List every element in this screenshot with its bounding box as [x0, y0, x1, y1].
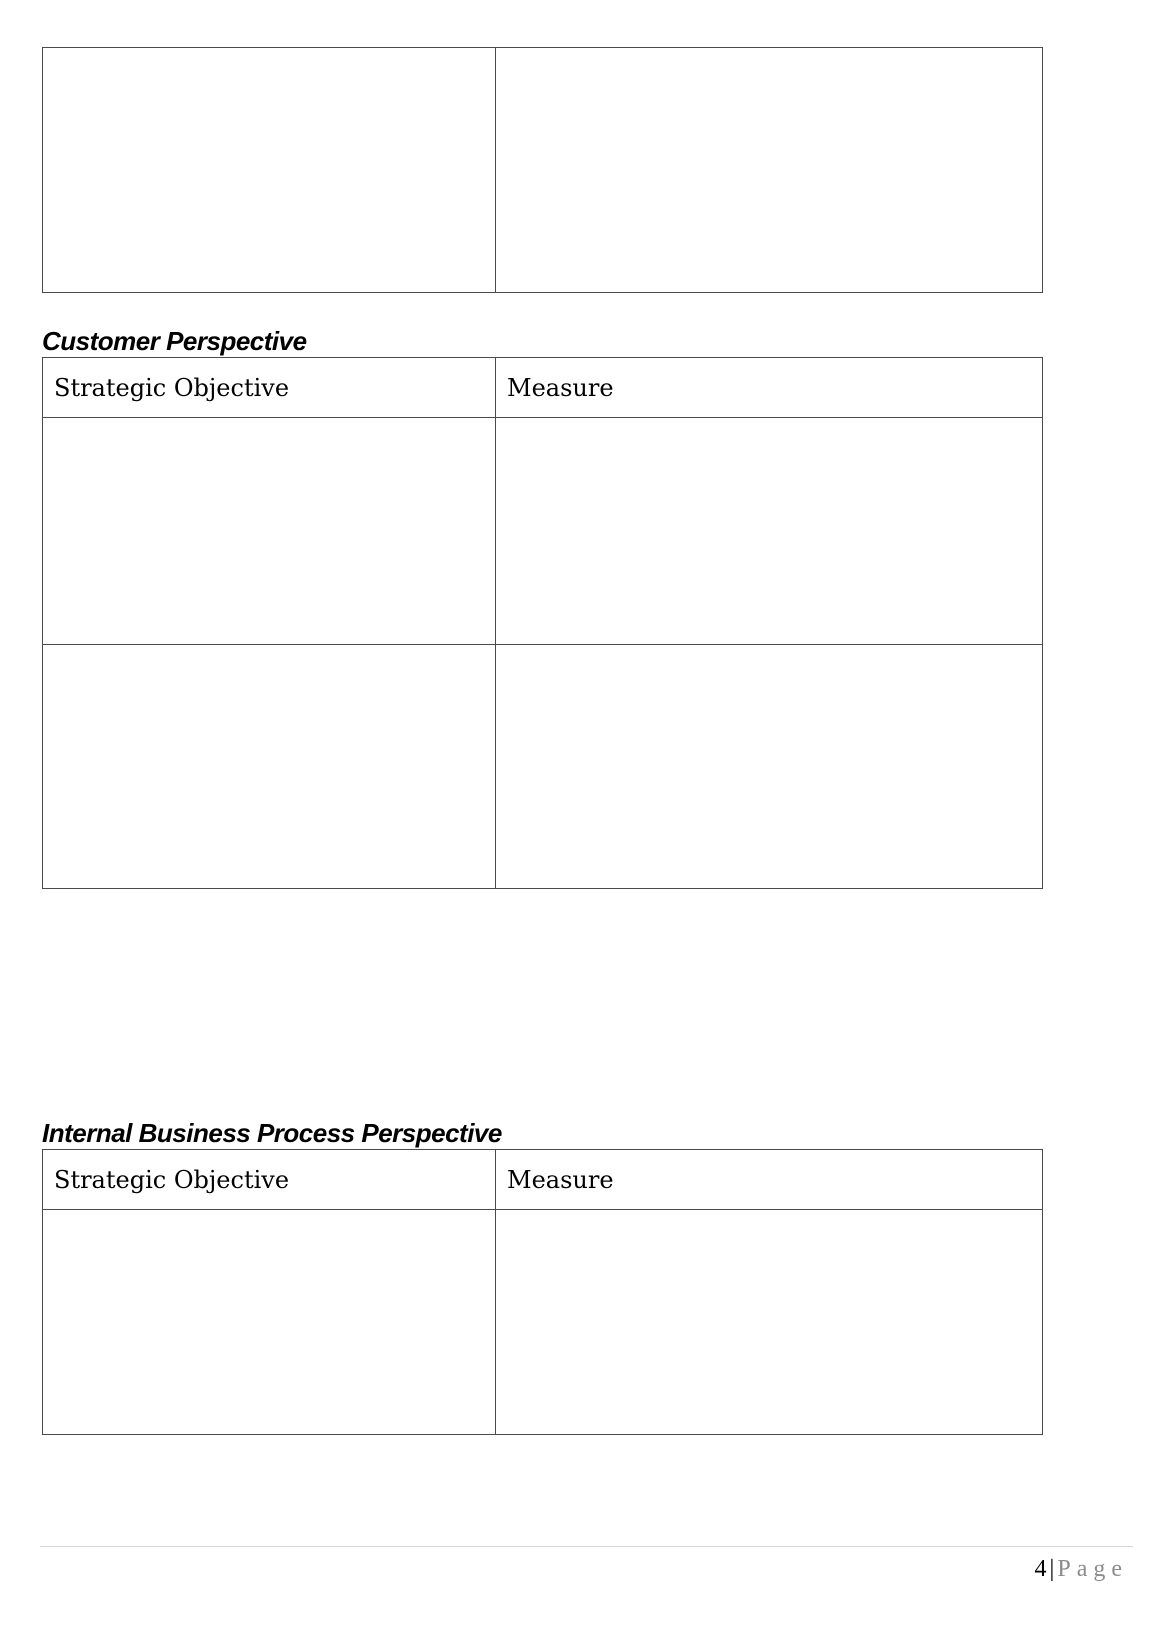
page-footer — [1035, 1554, 1128, 1584]
measure-header: Measure — [496, 358, 1043, 418]
measure-header: Measure — [496, 1150, 1043, 1210]
footer-separator: | — [1049, 1556, 1055, 1582]
table-header-row — [43, 1150, 1043, 1210]
table-header-row — [43, 358, 1043, 418]
table-row — [43, 48, 1043, 293]
objective-cell — [43, 48, 496, 293]
measure-cell — [496, 48, 1043, 293]
internal-business-process-table — [42, 1149, 1043, 1435]
measure-cell — [496, 1210, 1043, 1435]
strategic-objective-header: Strategic Objective — [43, 1150, 496, 1210]
footer-divider — [40, 1546, 1133, 1547]
customer-perspective-table — [42, 357, 1043, 889]
measure-cell — [496, 645, 1043, 889]
table-row — [43, 645, 1043, 889]
table-row — [43, 1210, 1043, 1435]
internal-business-process-heading: Internal Business Process Perspective — [42, 1118, 502, 1148]
page-number: 4 — [1034, 1556, 1047, 1582]
objective-cell — [43, 418, 496, 645]
objective-cell — [43, 645, 496, 889]
objective-cell — [43, 1210, 496, 1435]
table-row — [43, 418, 1043, 645]
continued-table — [42, 47, 1043, 293]
customer-perspective-heading: Customer Perspective — [42, 326, 307, 356]
page-label: Page — [1057, 1556, 1128, 1582]
strategic-objective-header: Strategic Objective — [43, 358, 496, 418]
measure-cell — [496, 418, 1043, 645]
